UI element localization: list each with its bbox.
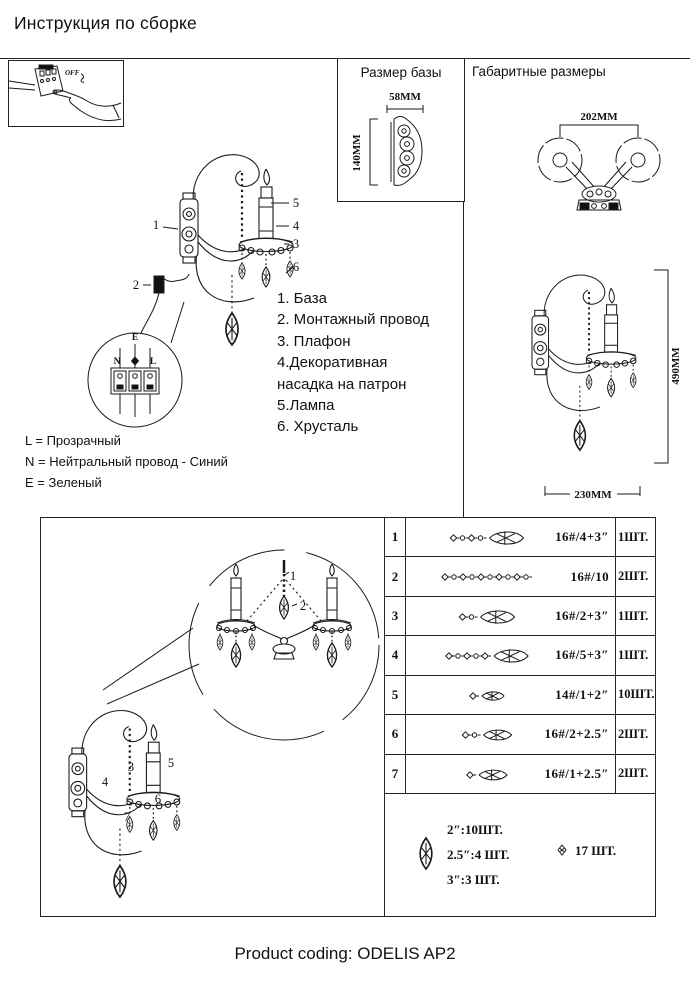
callout-1: 1 bbox=[152, 218, 160, 232]
callout-2: 2 bbox=[132, 278, 140, 292]
crystal-strand-drawing bbox=[410, 557, 570, 596]
callout-4: 4 bbox=[292, 219, 300, 233]
strand-cell bbox=[406, 636, 615, 674]
terminal-n-label: N bbox=[113, 357, 121, 367]
wire-legend bbox=[25, 430, 228, 493]
strand-spec: 14#/1+2″ bbox=[555, 686, 609, 702]
table-row bbox=[385, 518, 655, 557]
callout-3: 3 bbox=[292, 237, 300, 251]
callout-1: 1 bbox=[289, 569, 297, 583]
callout-6: 6 bbox=[154, 792, 162, 806]
strand-qty: 1ШТ. bbox=[615, 518, 655, 556]
crystal-strand-drawing bbox=[410, 676, 570, 715]
row-number: 7 bbox=[385, 755, 406, 793]
parts-list-item: 4.Декоративная насадка на патрон bbox=[277, 354, 407, 393]
strand-cell bbox=[406, 755, 615, 793]
parts-list-item: 6. Хрусталь bbox=[277, 418, 359, 436]
strand-spec: 16#/2+2.5″ bbox=[544, 726, 609, 742]
page-title: Инструкция по сборке bbox=[14, 13, 197, 33]
assembly-overview-diagram bbox=[41, 518, 384, 916]
base-profile-drawing bbox=[338, 83, 464, 199]
callout-7: 7 bbox=[123, 810, 131, 824]
legend-line-l: L = Прозрачный bbox=[25, 433, 121, 448]
row-number: 4 bbox=[385, 636, 406, 674]
strand-qty: 1ШТ. bbox=[615, 597, 655, 635]
crystal-strand-drawing bbox=[410, 518, 570, 557]
side-view-diagram bbox=[520, 258, 690, 510]
row-number: 5 bbox=[385, 676, 406, 714]
callout-5: 5 bbox=[292, 196, 300, 210]
strand-qty: 2ШТ. bbox=[615, 557, 655, 595]
base-width-dim: 58MM bbox=[389, 91, 421, 103]
row-number: 3 bbox=[385, 597, 406, 635]
row-number: 1 bbox=[385, 518, 406, 556]
strand-qty: 10ШТ. bbox=[615, 676, 655, 714]
strand-spec: 16#/1+2.5″ bbox=[544, 765, 609, 781]
callout-6: 6 bbox=[292, 260, 300, 274]
table-row bbox=[385, 676, 655, 715]
strand-spec: 16#/10 bbox=[570, 568, 609, 584]
base-height-dim: 140MM bbox=[351, 134, 363, 172]
side-width-dim: 230MM bbox=[574, 489, 612, 501]
row-number: 6 bbox=[385, 715, 406, 753]
terminal-l-label: L bbox=[149, 357, 157, 367]
top-width-dim: 202MM bbox=[580, 111, 618, 123]
crystal-strand-drawing bbox=[410, 597, 570, 636]
parts-list-item: 1. База bbox=[277, 290, 327, 307]
row-number: 2 bbox=[385, 557, 406, 595]
callout-2: 2 bbox=[299, 599, 307, 613]
strand-cell bbox=[406, 597, 615, 635]
summary-line: 2″:10ШТ. bbox=[447, 822, 503, 837]
strand-cell bbox=[406, 557, 615, 595]
callout-4: 4 bbox=[101, 775, 109, 789]
summary-line: 3″:3 ШТ. bbox=[447, 872, 500, 887]
parts-list-item: 2. Монтажный провод bbox=[277, 311, 430, 329]
base-size-box bbox=[337, 58, 465, 202]
summary-line: 2.5″:4 ШТ. bbox=[447, 847, 510, 862]
strand-cell bbox=[406, 676, 615, 714]
off-label: OFF bbox=[65, 69, 80, 77]
strand-qty: 2ШТ. bbox=[615, 755, 655, 793]
callout-5: 5 bbox=[167, 756, 175, 770]
product-code: Product coding: ODELIS AP2 bbox=[234, 944, 456, 963]
legend-line-n: N = Нейтральный провод - Синий bbox=[25, 454, 228, 469]
overall-dims-title: Габаритные размеры bbox=[472, 64, 606, 79]
assembly-panel bbox=[40, 517, 656, 917]
strand-cell bbox=[406, 715, 615, 753]
strand-qty: 1ШТ. bbox=[615, 636, 655, 674]
strand-qty: 2ШТ. bbox=[615, 715, 655, 753]
table-row bbox=[385, 636, 655, 675]
table-row bbox=[385, 715, 655, 754]
table-row bbox=[385, 755, 655, 794]
strand-spec: 16#/5+3″ bbox=[555, 647, 609, 663]
terminal-e-label: E bbox=[131, 333, 139, 343]
parts-list-item: 5.Лампа bbox=[277, 397, 335, 415]
legend-line-e: E = Зеленый bbox=[25, 475, 102, 490]
table-row bbox=[385, 557, 655, 596]
top-view-diagram bbox=[495, 92, 685, 240]
strand-spec: 16#/2+3″ bbox=[555, 608, 609, 624]
table-row bbox=[385, 597, 655, 636]
crystal-strand-drawing bbox=[410, 636, 570, 675]
strand-spec: 16#/4+3″ bbox=[555, 529, 609, 545]
callout-3: 3 bbox=[127, 760, 135, 774]
bead-icon bbox=[555, 843, 569, 857]
bead-count-line: 17 ШТ. bbox=[575, 843, 617, 858]
install-hand-drawing bbox=[9, 61, 121, 124]
crystal-summary bbox=[385, 794, 655, 916]
install-inset bbox=[8, 60, 124, 127]
strand-cell bbox=[406, 518, 615, 556]
parts-list bbox=[277, 288, 439, 438]
crystal-drop-icon bbox=[413, 836, 439, 872]
base-size-title: Размер базы bbox=[360, 65, 442, 80]
parts-list-item: 3. Плафон bbox=[277, 332, 351, 350]
side-height-dim: 490MM bbox=[670, 347, 682, 385]
strand-table bbox=[384, 518, 655, 916]
